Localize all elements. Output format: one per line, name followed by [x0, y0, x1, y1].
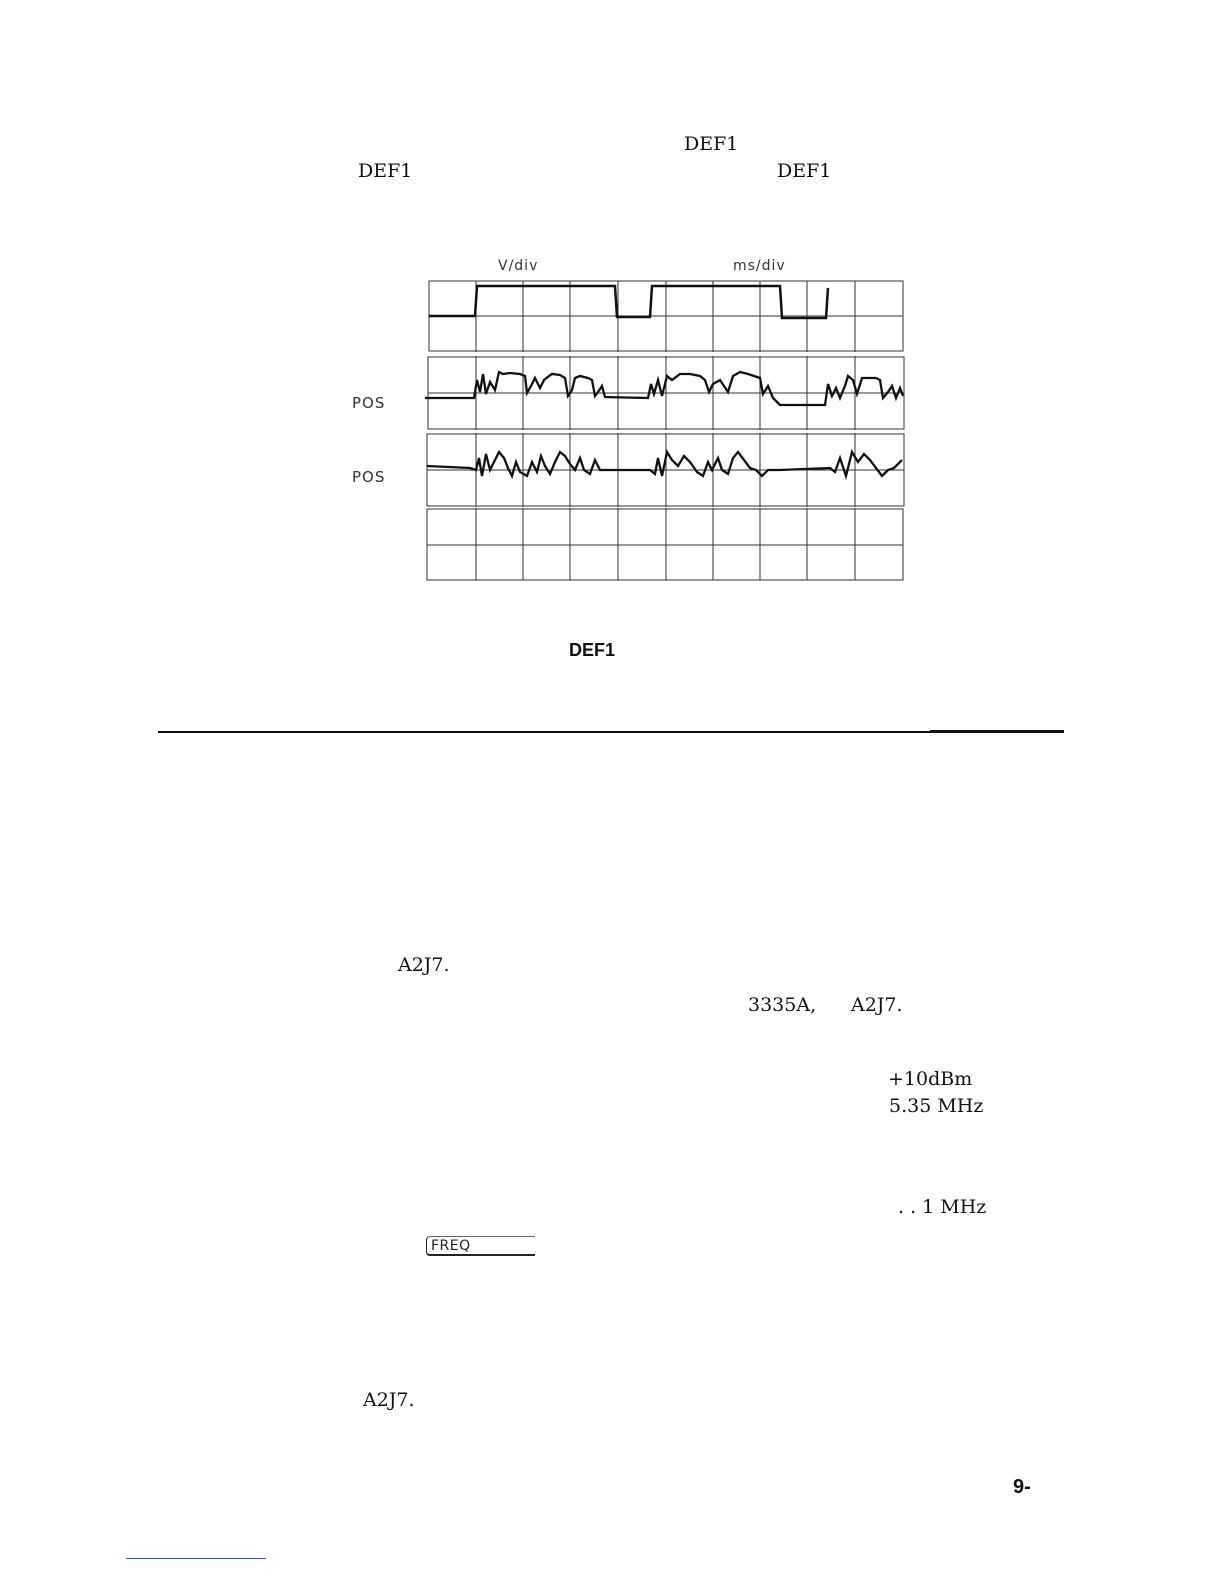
freq-key — [426, 1236, 535, 1256]
def1-label-left: DEF1 — [358, 160, 413, 182]
scope-grid — [420, 281, 910, 580]
connector-a2j7-second: A2J7. — [851, 994, 903, 1016]
channel2-pos-label: POS — [352, 468, 386, 486]
frequency-setting: 5.35 MHz — [889, 1095, 984, 1117]
oscilloscope-display — [0, 0, 1224, 620]
ms-per-div-label: ms/div — [733, 258, 786, 274]
generator-model: 3335A, — [748, 994, 817, 1016]
def1-label-top: DEF1 — [684, 133, 739, 155]
amplitude-setting: +10dBm — [888, 1068, 973, 1090]
bottom-link-underline — [126, 1558, 266, 1559]
page-number: 9- — [1013, 1476, 1031, 1498]
connector-a2j7-third: A2J7. — [363, 1389, 415, 1411]
trace-1-gate — [429, 286, 828, 318]
connector-a2j7-first: A2J7. — [398, 954, 450, 976]
step-setting: . . 1 MHz — [898, 1196, 987, 1218]
def1-label-right: DEF1 — [777, 160, 832, 182]
trace-3-demod — [427, 452, 902, 476]
section-divider — [158, 731, 1064, 733]
freq-key-label: FREQ — [431, 1238, 471, 1254]
section-divider-heavy — [930, 730, 1064, 732]
channel1-pos-label: POS — [352, 394, 386, 412]
trace-2-data — [425, 372, 903, 405]
volts-per-div-label: V/div — [498, 258, 539, 274]
figure-caption-def1: DEF1 — [569, 640, 616, 660]
